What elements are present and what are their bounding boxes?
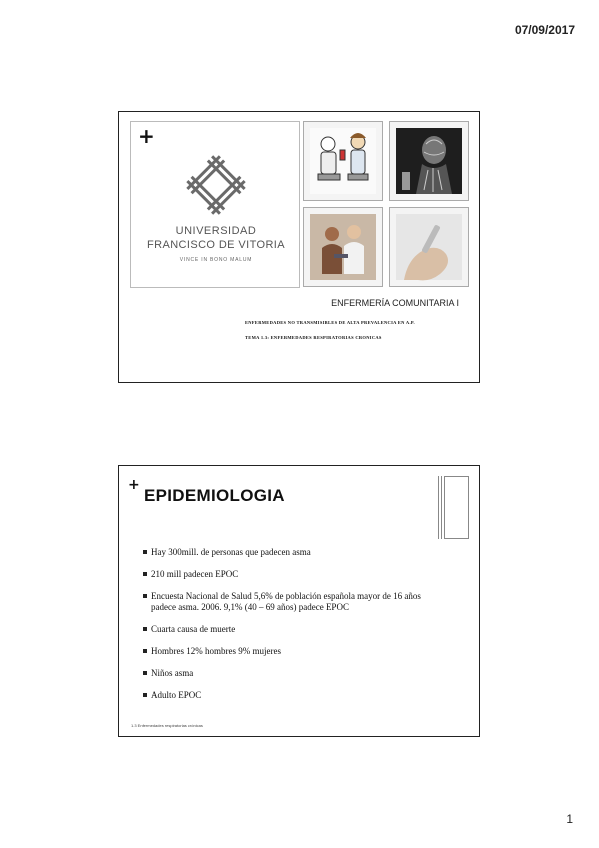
slide-footer: 1.3 Enfermedades respiratorias crónicas	[131, 723, 203, 728]
list-item: Adulto EPOC	[143, 690, 443, 701]
logo-panel	[130, 121, 300, 288]
slide-title: EPIDEMIOLOGIA	[144, 486, 285, 505]
list-item: Encuesta Nacional de Salud 5,6% de población española mayor de 16 años padece asma. 2006. 9,1% (40 – 69 años) padece EPOC	[143, 591, 443, 613]
list-item: Hombres 12% hombres 9% mujeres	[143, 646, 443, 657]
university-logo-mark	[183, 152, 249, 218]
university-name-line2: FRANCISCO DE VITORIA	[147, 239, 285, 251]
inhaler-hand-image	[389, 207, 469, 287]
list-item: Cuarta causa de muerte	[143, 624, 443, 635]
slide-subtitle-1: ENFERMEDADES NO TRANSMISIBLES DE ALTA PREVALENCIA EN A.P.	[245, 320, 415, 325]
slide-title	[118, 111, 480, 383]
anatomy-figure-image	[389, 121, 469, 201]
nurse-with-patient-image	[303, 207, 383, 287]
list-item: Niños asma	[143, 668, 443, 679]
university-motto: VINCE IN BONO MALUM	[179, 257, 253, 263]
cartoon-nurse-patient-image	[303, 121, 383, 201]
list-item: Hay 300mill. de personas que padecen asma	[143, 547, 443, 558]
university-name-line1: UNIVERSIDAD	[175, 225, 257, 237]
bullet-list	[143, 547, 443, 712]
slide-subtitle-2: TEMA 1.3: ENFERMEDADES RESPIRATORIAS CRONICAS	[245, 335, 382, 340]
slide-epidemiologia	[118, 465, 480, 737]
course-title: ENFERMERÍA COMUNITARIA I	[331, 298, 459, 308]
list-item: 210 mill padecen EPOC	[143, 569, 443, 580]
plus-icon: +	[138, 124, 155, 148]
plus-icon: +	[128, 477, 140, 493]
decorative-frame	[438, 476, 469, 539]
page-date: 07/09/2017	[514, 23, 575, 37]
page-number: 1	[566, 812, 573, 826]
